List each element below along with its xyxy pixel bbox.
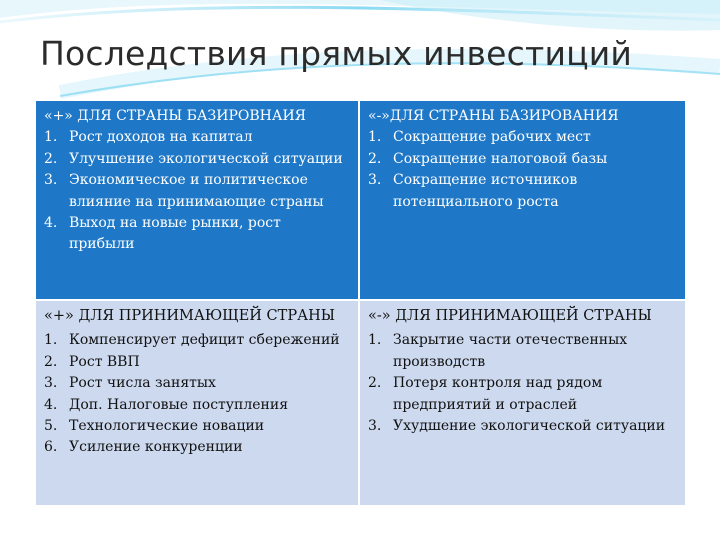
item-list	[368, 330, 677, 437]
list-item: 2. Потеря контроля над рядом предприятий и отраслей	[368, 375, 603, 413]
item-list	[44, 127, 350, 255]
list-item: 3. Сокращение источников потенциального роста	[368, 172, 578, 210]
cell-home-negative	[360, 101, 685, 301]
list-item: 4. Доп. Налоговые поступления	[44, 396, 289, 413]
item-list	[44, 330, 350, 458]
cell-header: «+» ДЛЯ ПРИНИМАЮЩЕЙ СТРАНЫ	[44, 308, 335, 324]
cell-host-negative	[360, 301, 685, 505]
list-item: 3. Ухудшение экологической ситуации	[368, 418, 666, 435]
list-item: 5. Технологические новации	[44, 418, 265, 435]
list-item: 1. Компенсирует дефицит сбережений	[44, 332, 340, 349]
list-item: 4. Выход на новые рынки, рост прибыли	[44, 215, 281, 253]
list-item: 3. Рост числа занятых	[44, 375, 216, 392]
list-item: 6. Усиление конкуренции	[44, 439, 243, 456]
list-item: 2. Сокращение налоговой базы	[368, 150, 608, 167]
page-title: Последствия прямых инвестиций	[40, 34, 633, 73]
cell-header: «+» ДЛЯ СТРАНЫ БАЗИРОВНАИЯ	[44, 108, 306, 124]
list-item: 2. Рост ВВП	[44, 353, 140, 370]
list-item: 1. Рост доходов на капитал	[44, 129, 253, 146]
list-item: 2. Улучшение экологической ситуации	[44, 150, 343, 167]
cell-header: «-» ДЛЯ ПРИНИМАЮЩЕЙ СТРАНЫ	[368, 308, 652, 324]
cell-home-positive	[36, 101, 360, 301]
list-item: 1. Закрытие части отечественных производств	[368, 332, 628, 370]
list-item: 1. Сокращение рабочих мест	[368, 129, 591, 146]
comparison-table	[36, 101, 685, 505]
list-item: 3. Экономическое и политическое влияние на принимающие страны	[44, 172, 324, 210]
cell-host-positive	[36, 301, 360, 505]
cell-header: «-»ДЛЯ СТРАНЫ БАЗИРОВАНИЯ	[368, 108, 619, 124]
item-list	[368, 127, 677, 213]
